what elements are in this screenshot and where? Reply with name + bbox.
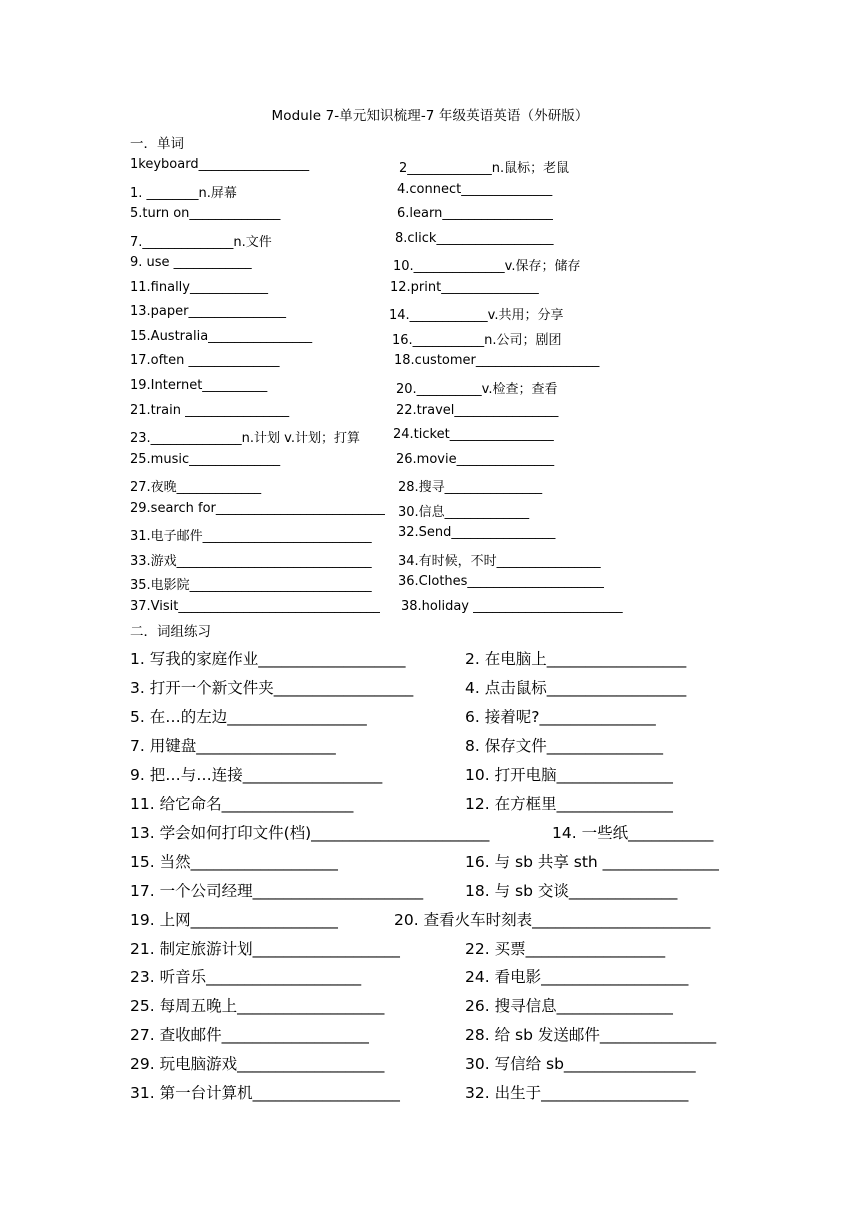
phrase-row (130, 937, 740, 961)
phrase-row (130, 676, 740, 700)
phrase-item: 5. 在…的左边__________________ (130, 707, 367, 726)
word-row (130, 452, 750, 472)
word-item: 13.paper_______________ (130, 304, 286, 320)
phrase-row (130, 705, 740, 729)
word-row (130, 206, 750, 226)
word-row (130, 550, 750, 570)
word-item: 31.电子邮件__________________________ (130, 529, 372, 545)
word-row (130, 280, 750, 300)
word-item: 30.信息_____________ (398, 504, 530, 520)
word-row (130, 231, 750, 251)
word-item: 15.Australia________________ (130, 328, 313, 344)
phrase-row (130, 792, 740, 816)
word-item: 5.turn on______________ (130, 206, 281, 222)
word-item: 20.__________v.检查；查看 (396, 381, 558, 397)
phrase-row (130, 1052, 740, 1076)
phrase-item: 8. 保存文件_______________ (465, 736, 663, 755)
word-item: 27.夜晚_____________ (130, 480, 262, 496)
phrase-row (130, 647, 740, 671)
word-row (130, 304, 750, 324)
word-item: 23.______________n.计划 v.计划；打算 (130, 431, 360, 447)
phrase-row (130, 1081, 740, 1105)
word-row (130, 255, 750, 275)
word-item: 21.train ________________ (130, 402, 290, 418)
phrase-item: 25. 每周五晚上___________________ (130, 997, 385, 1016)
section2-heading: 二．词组练习 (130, 624, 211, 640)
phrase-item: 15. 当然___________________ (130, 852, 338, 871)
word-item: 4.connect______________ (397, 181, 553, 197)
word-item: 8.click__________________ (395, 230, 554, 246)
phrase-row (130, 734, 740, 758)
phrase-row (130, 908, 740, 932)
phrase-row (130, 879, 740, 903)
word-item: 33.游戏______________________________ (130, 553, 372, 569)
phrase-item: 10. 打开电脑_______________ (465, 765, 673, 784)
word-item: 38.holiday _______________________ (401, 598, 623, 614)
phrase-item: 24. 看电影___________________ (465, 968, 689, 987)
word-item: 24.ticket________________ (393, 427, 554, 443)
word-row (130, 476, 750, 496)
phrase-item: 9. 把…与…连接__________________ (130, 765, 383, 784)
word-row (130, 403, 750, 423)
phrase-item: 27. 查收邮件___________________ (130, 1026, 369, 1045)
phrase-item: 3. 打开一个新文件夹__________________ (130, 678, 414, 697)
phrase-item: 14. 一些纸___________ (552, 823, 714, 842)
word-item: 32.Send________________ (398, 525, 556, 541)
phrase-item: 31. 第一台计算机___________________ (130, 1084, 400, 1103)
word-row (130, 353, 750, 373)
word-item: 12.print_______________ (390, 279, 539, 295)
word-item: 36.Clothes_____________________ (398, 574, 604, 590)
section1-heading: 一．单词 (130, 136, 184, 152)
word-row (130, 501, 750, 521)
phrase-item: 29. 玩电脑游戏___________________ (130, 1055, 385, 1074)
phrase-item: 2. 在电脑上__________________ (465, 650, 687, 668)
phrase-item: 30. 写信给 sb_________________ (465, 1055, 696, 1074)
word-item: 16.___________n.公司；剧团 (392, 332, 562, 348)
word-item: 18.customer___________________ (394, 353, 600, 369)
word-item: 9. use ____________ (130, 255, 252, 271)
phrase-row (130, 763, 740, 787)
word-item: 6.learn_________________ (397, 206, 553, 222)
word-row (130, 157, 750, 177)
word-item: 2_____________n.鼠标；老鼠 (399, 161, 570, 176)
word-item: 10.______________v.保存；储存 (393, 259, 581, 275)
phrase-item: 22. 买票__________________ (465, 939, 666, 958)
phrase-item: 11. 给它命名_________________ (130, 794, 354, 813)
word-item: 1. ________n.屏幕 (130, 185, 237, 201)
word-item: 28.搜寻_______________ (398, 480, 543, 496)
word-item: 7.______________n.文件 (130, 234, 272, 250)
word-item: 22.travel________________ (396, 402, 559, 418)
page-title: Module 7-单元知识梳理-7 年级英语英语（外研版） (271, 108, 589, 124)
word-item: 35.电影院____________________________ (130, 578, 372, 594)
word-row (130, 378, 750, 398)
phrase-item: 16. 与 sb 共享 sth _______________ (465, 852, 719, 871)
phrase-item: 1. 写我的家庭作业___________________ (130, 650, 406, 668)
phrase-item: 32. 出生于___________________ (465, 1084, 689, 1103)
phrase-row (130, 850, 740, 874)
phrase-item: 13. 学会如何打印文件(档)_______________________ (130, 823, 490, 842)
phrase-item: 6. 接着呢?_______________ (465, 707, 656, 726)
phrase-item: 18. 与 sb 交谈______________ (465, 881, 678, 900)
phrase-item: 17. 一个公司经理______________________ (130, 881, 424, 900)
word-item: 25.music______________ (130, 451, 281, 467)
word-item: 29.search for__________________________ (130, 500, 385, 516)
phrase-item: 12. 在方框里_______________ (465, 794, 673, 813)
phrase-item: 7. 用键盘__________________ (130, 736, 336, 755)
word-item: 14.____________v.共用；分享 (389, 308, 564, 324)
word-item: 34.有时候，不时________________ (398, 553, 601, 569)
word-row (130, 427, 750, 447)
word-item: 1keyboard_________________ (130, 157, 310, 172)
phrase-item: 28. 给 sb 发送邮件_______________ (465, 1026, 717, 1045)
phrase-item: 21. 制定旅游计划___________________ (130, 939, 400, 958)
phrase-item: 4. 点击鼠标__________________ (465, 678, 687, 697)
word-item: 11.finally____________ (130, 279, 268, 295)
phrase-row (130, 1023, 740, 1047)
word-row (130, 525, 750, 545)
word-item: 19.Internet__________ (130, 377, 268, 393)
phrase-item: 26. 搜寻信息_______________ (465, 997, 673, 1016)
word-row (130, 182, 750, 202)
phrase-item: 19. 上网___________________ (130, 910, 338, 929)
phrase-row (130, 965, 740, 989)
word-item: 26.movie_______________ (396, 451, 555, 467)
word-row (130, 329, 750, 349)
word-row (130, 574, 750, 594)
phrase-item: 23. 听音乐____________________ (130, 968, 362, 987)
word-item: 17.often ______________ (130, 353, 280, 369)
phrase-row (130, 821, 740, 845)
phrase-item: 20. 查看火车时刻表_______________________ (394, 910, 711, 929)
word-item: 37.Visit_______________________________ (130, 598, 380, 614)
phrase-row (130, 994, 740, 1018)
word-row (130, 599, 750, 619)
